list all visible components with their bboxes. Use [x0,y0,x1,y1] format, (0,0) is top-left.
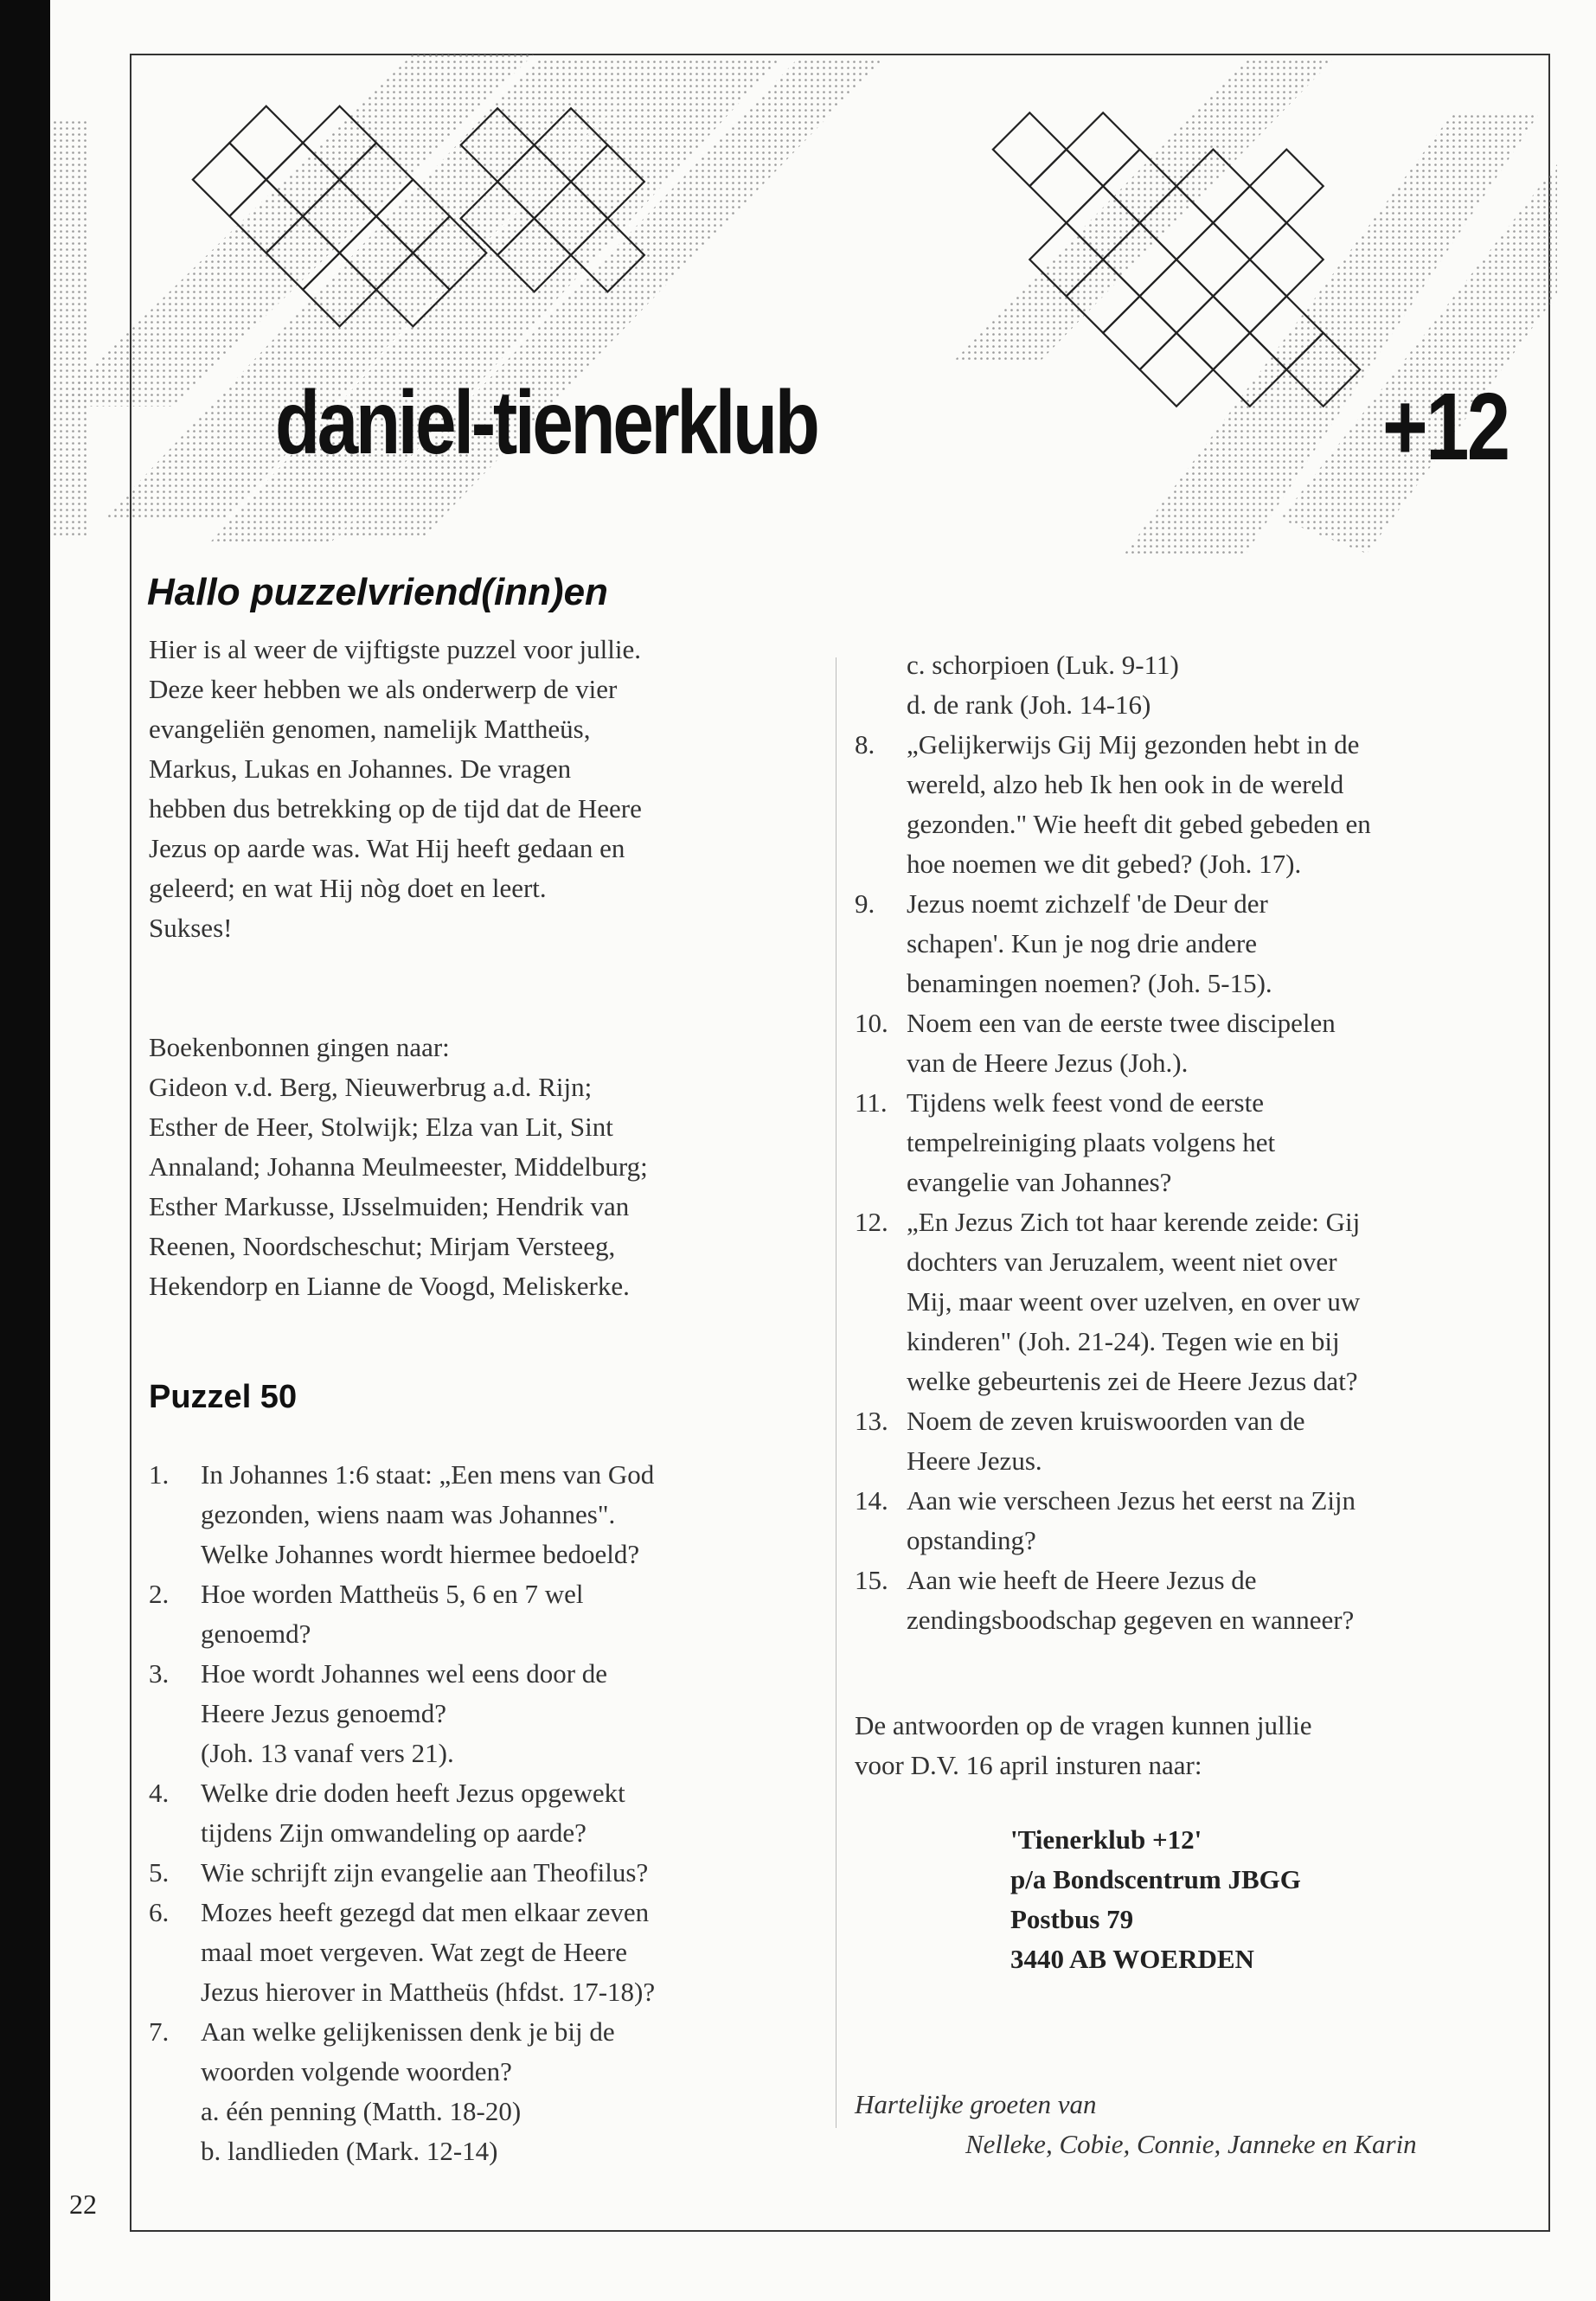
send-instructions: voor D.V. 16 april insturen naar: [855,1750,1202,1780]
address-line: 'Tienerklub +12' [1010,1824,1202,1855]
question-item [149,2012,824,2171]
question-line: woorden volgende woorden? [201,2056,512,2086]
question-number: 2. [149,1579,170,1609]
question-item [855,1401,1529,1481]
question-line: benamingen noemen? (Joh. 5-15). [907,968,1272,998]
question-line: zendingsboodschap gegeven en wanneer? [907,1605,1355,1635]
send-instructions: De antwoorden op de vragen kunnen jullie [855,1710,1312,1740]
intro-line: Jezus op aarde was. Wat Hij heeft gedaan en [149,833,625,863]
question-number: 7. [149,2016,170,2047]
winners-line: Esther de Heer, Stolwijk; Elza van Lit, Sint [149,1112,613,1142]
winners-line: Boekenbonnen gingen naar: [149,1032,450,1062]
question-item [855,1003,1529,1083]
question-line: Tijdens welk feest vond de eerste [907,1087,1264,1118]
question-line: kinderen" (Joh. 21-24). Tegen wie en bij [907,1326,1340,1356]
question-line: a. één penning (Matth. 18-20) [201,2096,522,2126]
question-line: opstanding? [907,1525,1036,1555]
question-line: Wie schrijft zijn evangelie aan Theofilus? [201,1857,649,1888]
question-line: „Gelijkerwijs Gij Mij gezonden hebt in de [907,729,1360,760]
question-line: tempelreiniging plaats volgens het [907,1127,1276,1157]
question-item [855,1561,1529,1640]
question-line: van de Heere Jezus (Joh.). [907,1048,1189,1078]
question-item [149,1574,824,1654]
puzzle-heading: Puzzel 50 [149,1379,298,1415]
question-item [149,1455,824,1574]
question-number: 9. [855,888,875,919]
question-line: Welke Johannes wordt hiermee bedoeld? [201,1539,640,1569]
question-line: Aan welke gelijkenissen denk je bij de [201,2016,615,2047]
question-number: 15. [855,1565,888,1595]
question-item [149,1853,824,1893]
question-number: 5. [149,1857,170,1888]
q7-option-d: d. de rank (Joh. 14-16) [907,689,1151,720]
intro-line: evangeliën genomen, namelijk Mattheüs, [149,714,591,744]
question-line: Jezus hierover in Mattheüs (hfdst. 17-18)? [201,1977,656,2007]
question-line: evangelie van Johannes? [907,1167,1172,1197]
address-line: 3440 AB WOERDEN [1010,1944,1254,1974]
question-number: 4. [149,1778,170,1808]
winners-line: Reenen, Noordscheschut; Mirjam Versteeg, [149,1231,616,1261]
question-line: tijdens Zijn omwandeling op aarde? [201,1817,586,1848]
closing-signatures: Nelleke, Cobie, Connie, Janneke en Karin [965,2129,1417,2159]
question-item [855,1481,1529,1561]
question-line: Heere Jezus genoemd? [201,1698,447,1728]
question-number: 3. [149,1658,170,1689]
question-item [149,1893,824,2012]
question-line: Aan wie heeft de Heere Jezus de [907,1565,1257,1595]
lattice-decoration [52,35,1557,580]
winners-line: Esther Markusse, IJsselmuiden; Hendrik van [149,1191,630,1221]
greeting-heading: Hallo puzzelvriend(inn)en [147,571,608,613]
question-line: Hoe worden Mattheüs 5, 6 en 7 wel [201,1579,584,1609]
question-line: hoe noemen we dit gebed? (Joh. 17). [907,849,1302,879]
question-line: Aan wie verscheen Jezus het eerst na Zijn [907,1485,1356,1516]
question-list-left [149,1455,824,2171]
question-item [855,884,1529,1003]
question-line: gezonden." Wie heeft dit gebed gebeden en [907,809,1371,839]
question-line: (Joh. 13 vanaf vers 21). [201,1738,454,1768]
winners-line: Annaland; Johanna Meulmeester, Middelburg; [149,1151,648,1182]
question-line: Welke drie doden heeft Jezus opgewekt [201,1778,625,1808]
question-number: 8. [855,729,875,760]
question-line: gezonden, wiens naam was Johannes". [201,1499,616,1529]
winners-line: Hekendorp en Lianne de Voogd, Meliskerke. [149,1271,630,1301]
question-line: Noem een van de eerste twee discipelen [907,1008,1336,1038]
q7-option-c: c. schorpioen (Luk. 9-11) [907,650,1179,680]
question-line: maal moet vergeven. Wat zegt de Heere [201,1937,627,1967]
question-number: 14. [855,1485,888,1516]
age-badge: +12 [1382,374,1509,480]
question-line: Mij, maar weent over uzelven, en over uw [907,1286,1361,1317]
question-line: Mozes heeft gezegd dat men elkaar zeven [201,1897,650,1927]
scan-spine-edge [0,0,50,2301]
question-item [855,1202,1529,1401]
question-line: „En Jezus Zich tot haar kerende zeide: Gij [907,1207,1361,1237]
question-line: wereld, alzo heb Ik hen ook in de wereld [907,769,1344,799]
question-number: 13. [855,1406,888,1436]
intro-line: Sukses! [149,913,233,943]
question-item [855,1083,1529,1202]
question-line: welke gebeurtenis zei de Heere Jezus dat? [907,1366,1358,1396]
question-line: Heere Jezus. [907,1445,1042,1476]
question-line: Jezus noemt zichzelf 'de Deur der [907,888,1268,919]
right-column [855,645,1529,2164]
intro-line: geleerd; en wat Hij nòg doet en leert. [149,873,547,903]
question-number: 11. [855,1087,888,1118]
question-number: 6. [149,1897,170,1927]
question-line: Hoe wordt Johannes wel eens door de [201,1658,608,1689]
question-line: Noem de zeven kruiswoorden van de [907,1406,1305,1436]
address-line: p/a Bondscentrum JBGG [1010,1864,1301,1894]
closing-greeting: Hartelijke groeten van [855,2089,1097,2119]
header-banner [52,35,1557,580]
page-number: 22 [69,2189,97,2220]
question-item [149,1654,824,1773]
question-number: 10. [855,1008,888,1038]
question-line: genoemd? [201,1618,311,1649]
question-list-right [855,725,1529,1640]
question-number: 12. [855,1207,888,1237]
question-line: schapen'. Kun je nog drie andere [907,928,1257,958]
question-number: 1. [149,1459,170,1490]
page-title: daniel-tienerklub [275,373,817,473]
address-line: Postbus 79 [1010,1904,1134,1934]
intro-line: Markus, Lukas en Johannes. De vragen [149,753,572,784]
intro-line: hebben dus betrekking op de tijd dat de Heere [149,793,642,824]
intro-line: Hier is al weer de vijftigste puzzel voor jullie. [149,634,642,664]
question-item [149,1773,824,1853]
question-line: b. landlieden (Mark. 12-14) [201,2136,498,2166]
intro-line: Deze keer hebben we als onderwerp de vier [149,674,618,704]
left-column [149,630,824,2171]
question-item [855,725,1529,884]
winners-line: Gideon v.d. Berg, Nieuwerbrug a.d. Rijn; [149,1072,593,1102]
question-line: In Johannes 1:6 staat: „Een mens van God [201,1459,655,1490]
question-line: dochters van Jeruzalem, weent niet over [907,1247,1337,1277]
